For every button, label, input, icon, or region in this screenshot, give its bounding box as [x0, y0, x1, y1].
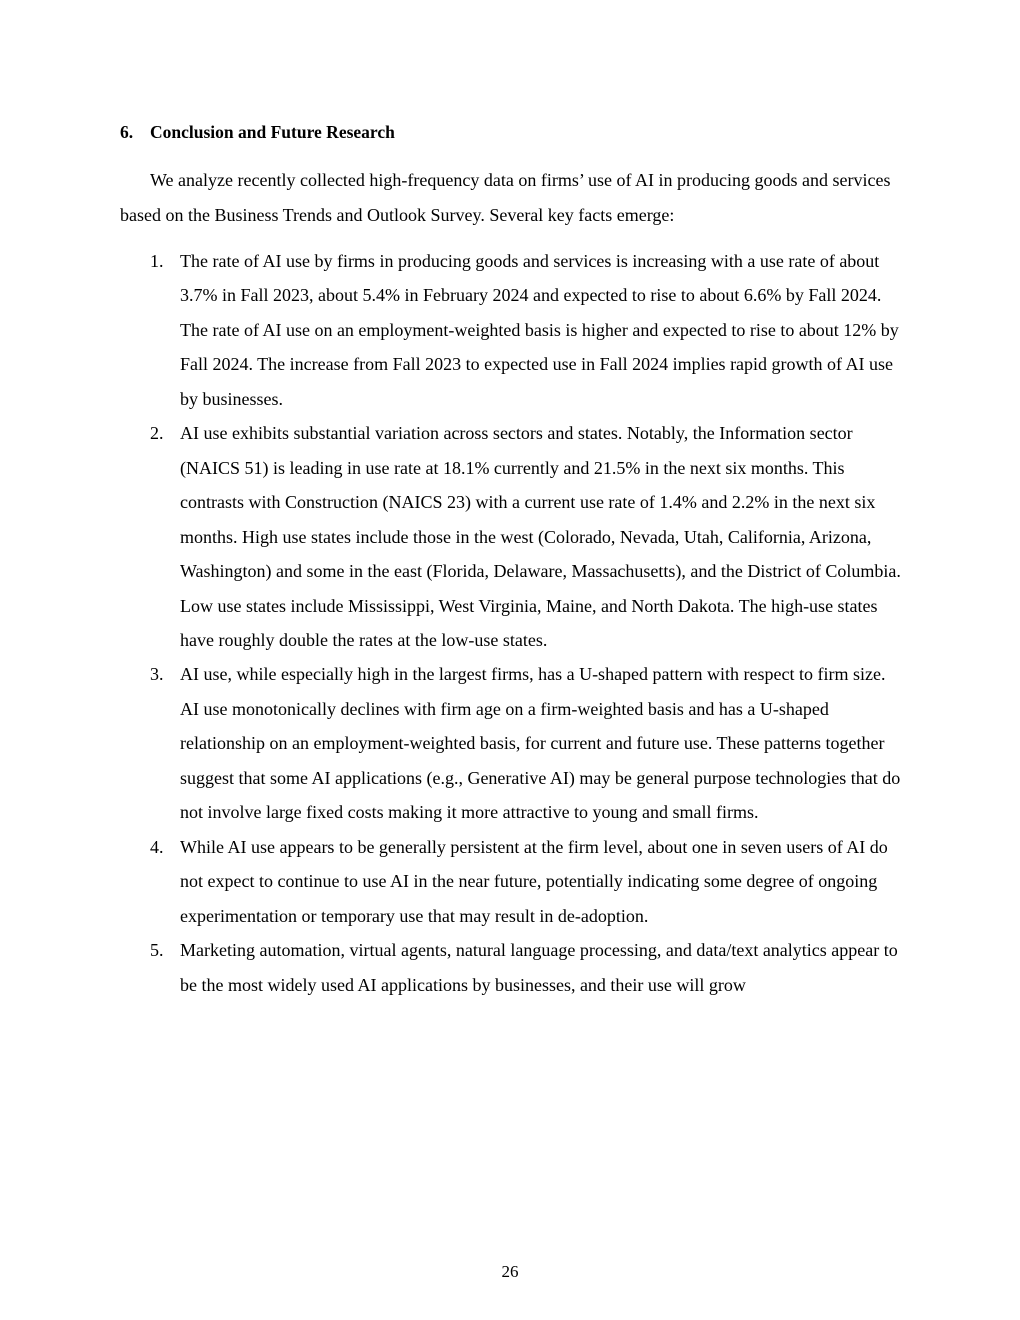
list-item-text: AI use exhibits substantial variation across sectors and states. Notably, the Information sector (NAICS 51) is leading in use rate at 18.1% currently and 21.5% in the next six months. This contrasts with Construction (NAICS 23) with a current use rate of 1.4% and 2.2% in the next six months. High use states include those in the west (Colorado, Nevada, Utah, California, Arizona, Washington) and some in the east (Florida, Delaware, Massachusetts), and the District of Columbia. Low use states include Mississippi, West Virginia, Maine, and North Dakota. The high-use states have roughly double the rates at the low-use states. [180, 423, 901, 650]
page-number: 26 [501, 1262, 519, 1281]
list-item [150, 244, 905, 416]
list-item-text: While AI use appears to be generally persistent at the firm level, about one in seven users of AI do not expect to continue to use AI in the near future, potentially indicating some degree of ongoing experimentation or temporary use that may result in de-adoption. [180, 836, 888, 926]
list-item [150, 933, 905, 1002]
list-item-marker: 4. [150, 836, 164, 857]
list-item [150, 657, 905, 829]
key-facts-list [150, 244, 905, 1002]
list-item-text: The rate of AI use by firms in producing goods and services is increasing with a use rate of about 3.7% in Fall 2023, about 5.4% in February 2024 and expected to rise to about 6.6% by Fall 2024. The rate of AI use on an employment-weighted basis is higher and expected to rise to about 12% by Fall 2024. The increase from Fall 2023 to expected use in Fall 2024 implies rapid growth of AI use by businesses. [180, 251, 899, 409]
list-item-text: AI use, while especially high in the largest firms, has a U-shaped pattern with respect to firm size. AI use monotonically declines with firm age on a firm-weighted basis and has a U-shaped relationship on an employment-weighted basis, for current and future use. These patterns together suggest that some AI applications (e.g., Generative AI) may be general purpose technologies that do not involve large fixed costs making it more attractive to young and small firms. [180, 664, 901, 823]
section-number: 6. [120, 122, 134, 142]
list-item-text: Marketing automation, virtual agents, natural language processing, and data/text analytics appear to be the most widely used AI applications by businesses, and their use will grow [180, 940, 898, 995]
list-item-marker: 5. [150, 940, 164, 961]
list-item-marker: 3. [150, 664, 164, 685]
list-item-marker: 1. [150, 251, 164, 271]
list-item-marker: 2. [150, 423, 164, 444]
section-heading [120, 120, 395, 144]
intro-paragraph: We analyze recently collected high-frequency data on firms’ use of AI in producing goods and services based on the Business Trends and Outlook Survey. Several key facts emerge: [120, 170, 891, 225]
list-item [150, 416, 905, 657]
list-item [150, 830, 905, 933]
section-title: Conclusion and Future Research [150, 122, 395, 142]
